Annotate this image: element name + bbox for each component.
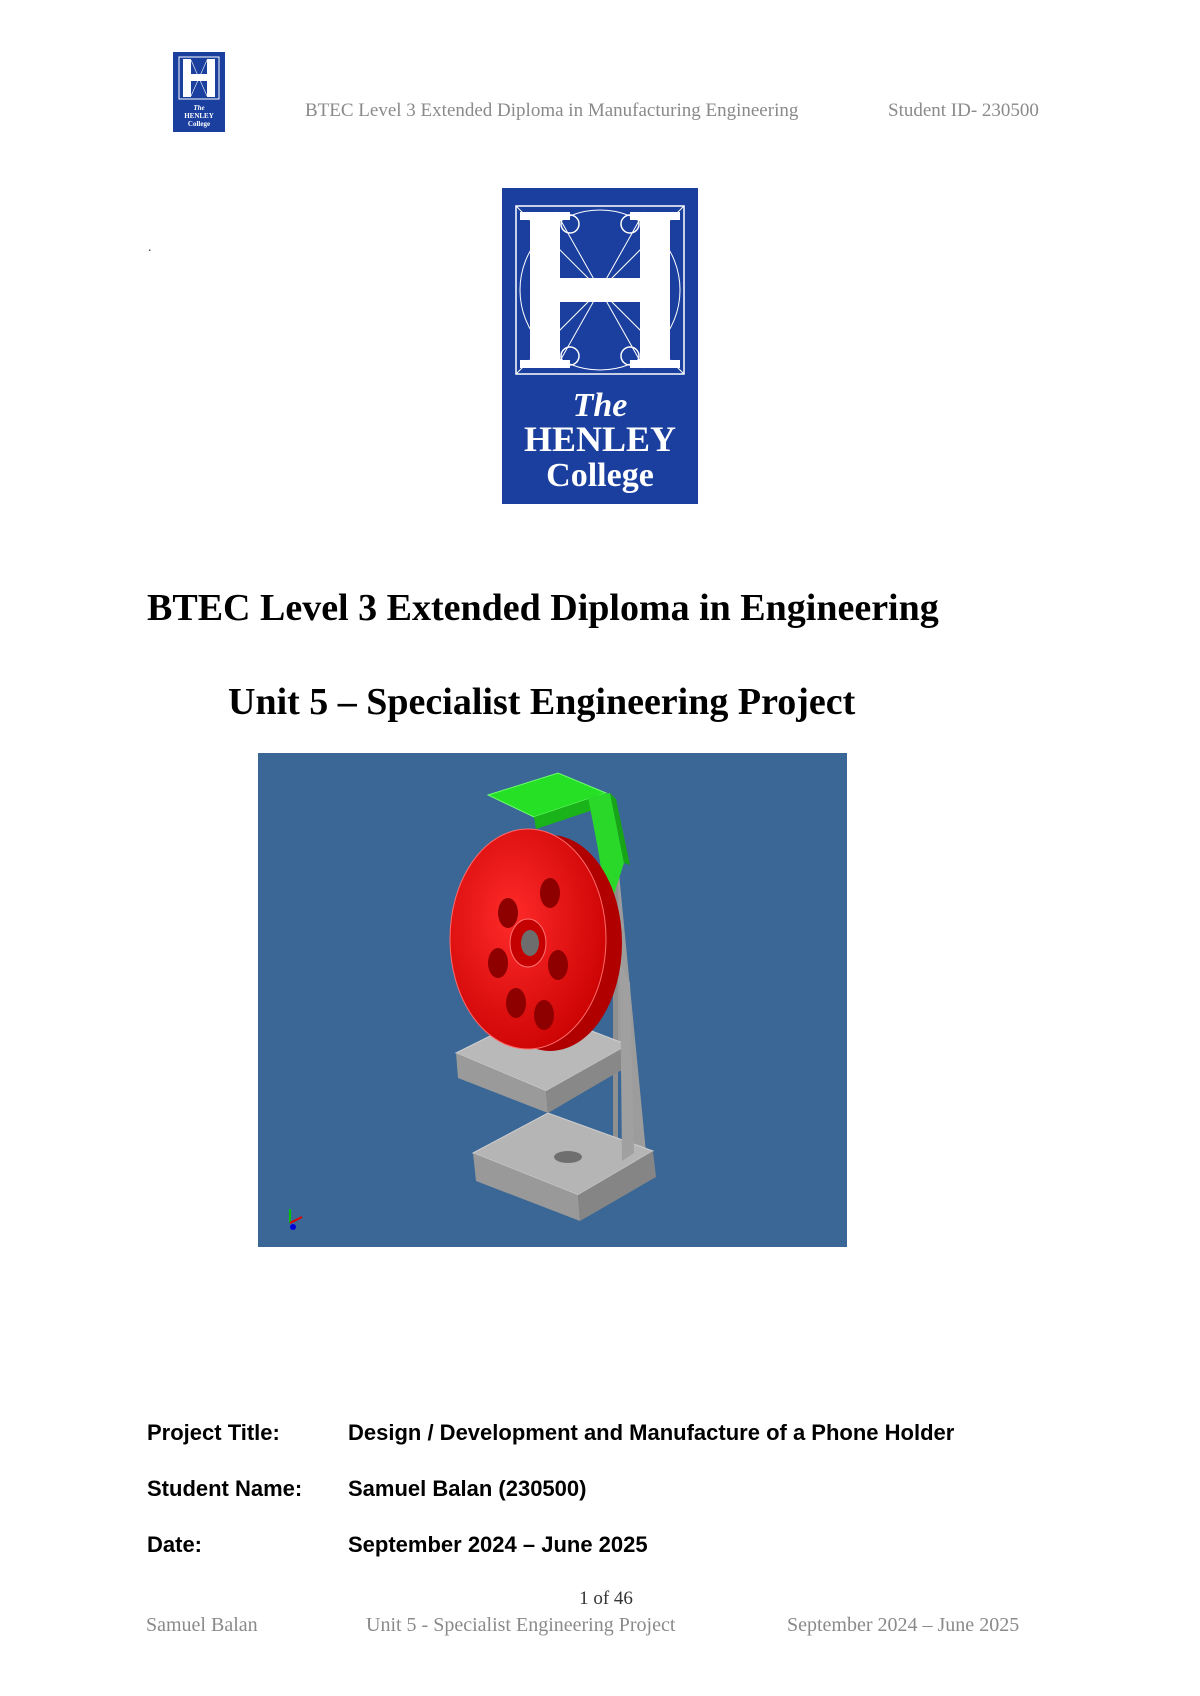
logo-line3: College (546, 457, 654, 494)
pulley-wheel (450, 829, 622, 1051)
project-title-value: Design / Development and Manufacture of a Phone Holder (348, 1420, 955, 1445)
logo-small-line1: The (193, 104, 205, 112)
student-name-value: Samuel Balan (230500) (348, 1476, 587, 1501)
student-name-label: Student Name: (147, 1476, 303, 1501)
footer-unit: Unit 5 - Specialist Engineering Project (366, 1614, 676, 1636)
document-title: BTEC Level 3 Extended Diploma in Engineering (147, 587, 939, 629)
project-title-label: Project Title: (147, 1420, 280, 1445)
header-course-title: BTEC Level 3 Extended Diploma in Manufacturing Engineering (305, 100, 799, 121)
date-value: September 2024 – June 2025 (348, 1532, 648, 1557)
college-logo (502, 188, 698, 504)
footer-author: Samuel Balan (146, 1614, 258, 1636)
logo-small-line2: HENLEY (184, 112, 214, 120)
cad-render (258, 753, 847, 1247)
logo-line2: HENLEY (523, 419, 677, 459)
header-student-id: Student ID- 230500 (888, 100, 1039, 121)
page-number: 1 of 46 (579, 1588, 633, 1609)
logo-small-line3: College (187, 120, 211, 128)
axis-triad-icon (290, 1209, 302, 1230)
footer-dates: September 2024 – June 2025 (787, 1614, 1020, 1636)
college-logo-small (173, 52, 225, 132)
unit-title: Unit 5 – Specialist Engineering Project (228, 681, 856, 723)
page-header (0, 52, 1200, 136)
date-label: Date: (147, 1532, 203, 1557)
logo-line1: The (572, 387, 628, 424)
stray-mark: . (148, 240, 152, 255)
